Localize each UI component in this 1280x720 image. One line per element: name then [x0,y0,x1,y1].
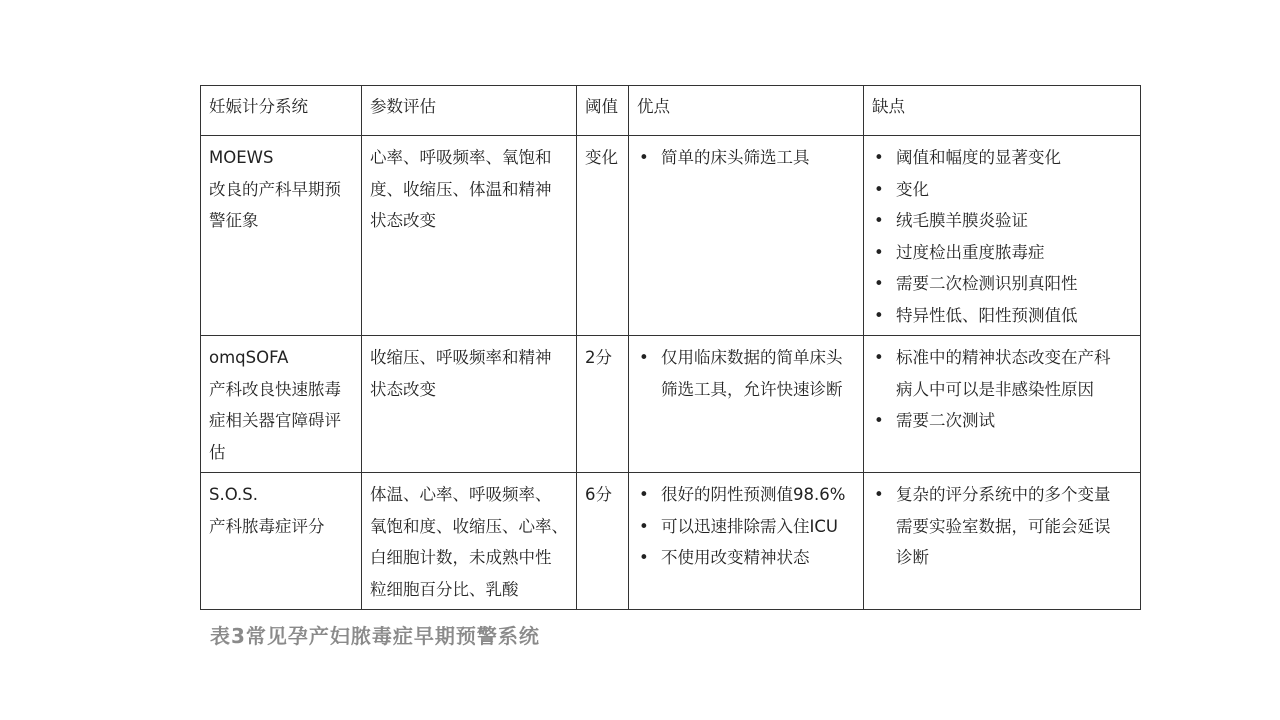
cell-line: 心率、呼吸频率、氧饱和 [370,148,552,167]
list-item [637,342,856,405]
item-line: 简单的床头筛选工具 [661,148,810,167]
pros-cell [629,336,864,473]
bullet-icon: • [639,148,649,167]
table-header-row [201,86,1141,136]
list-item [872,268,1133,300]
pros-cell [629,473,864,610]
bullet-icon: • [874,211,884,230]
list-item [872,405,1133,437]
cell-line: 收缩压、呼吸频率和精神 [370,348,552,367]
list-item [637,142,856,174]
list-item [637,542,856,574]
params-cell [362,136,577,336]
cell-line: 症相关器官障碍评 [209,411,341,430]
bullet-icon: • [874,411,884,430]
header-cons: 缺点 [864,86,1141,136]
item-line: 很好的阴性预测值98.6% [661,485,846,504]
cell-line: S.O.S. [209,485,259,504]
cons-cell [864,473,1141,610]
list-item [872,174,1133,206]
item-line: 可以迅速排除需入住ICU [661,516,838,536]
cell-line: 估 [209,442,226,462]
item-line: 过度检出重度脓毒症 [896,242,1045,262]
threshold-cell: 变化 [577,136,629,336]
header-system: 妊娠计分系统 [201,86,362,136]
item-line: 病人中可以是非感染性原因 [896,379,1094,399]
bullet-list [872,342,1133,437]
table-row [201,336,1141,473]
header-threshold: 阈值 [577,86,629,136]
bullet-list [872,142,1133,331]
cell-line: 白细胞计数，未成熟中性 [370,548,552,567]
bullet-icon: • [639,348,649,367]
item-line: 需要二次检测识别真阳性 [896,274,1078,293]
threshold-cell: 6分 [577,473,629,610]
cell-line: 度、收缩压、体温和精神 [370,179,552,199]
bullet-icon: • [874,305,884,325]
item-line: 诊断 [896,548,929,567]
pros-cell [629,136,864,336]
cell-line: 产科改良快速脓毒 [209,379,341,399]
list-item [872,205,1133,237]
item-line: 变化 [896,179,929,199]
item-line: 标准中的精神状态改变在产科 [896,348,1111,367]
item-line: 不使用改变精神状态 [661,548,810,567]
bullet-icon: • [874,274,884,293]
system-cell [201,336,362,473]
cons-cell [864,136,1141,336]
header-pros: 优点 [629,86,864,136]
item-line: 复杂的评分系统中的多个变量 [896,485,1111,504]
cell-line: 体温、心率、呼吸频率、 [370,485,552,504]
bullet-icon: • [639,485,649,504]
system-cell [201,136,362,336]
params-cell [362,336,577,473]
cell-line: 状态改变 [370,379,436,399]
item-line: 仅用临床数据的简单床头 [661,348,843,367]
bullet-icon: • [874,242,884,262]
list-item [872,142,1133,174]
list-item [872,479,1133,574]
table-row [201,473,1141,610]
item-line: 需要二次测试 [896,411,995,430]
cell-line: 粒细胞百分比、乳酸 [370,579,519,599]
list-item [872,237,1133,269]
cell-line: 状态改变 [370,211,436,230]
table-caption: 表3常见孕产妇脓毒症早期预警系统 [210,624,540,648]
cell-line: 警征象 [209,211,259,230]
bullet-icon: • [639,516,649,536]
params-cell [362,473,577,610]
header-params: 参数评估 [362,86,577,136]
item-line: 需要实验室数据，可能会延误 [896,516,1111,536]
bullet-list [637,342,856,405]
bullet-icon: • [874,148,884,167]
table-row [201,136,1141,336]
bullet-icon: • [874,179,884,199]
bullet-icon: • [874,485,884,504]
cell-line: 氧饱和度、收缩压、心率、 [370,516,568,536]
bullet-icon: • [874,348,884,367]
item-line: 阈值和幅度的显著变化 [896,148,1061,167]
item-line: 绒毛膜羊膜炎验证 [896,211,1028,230]
threshold-cell: 2分 [577,336,629,473]
list-item [637,511,856,543]
cell-line: omqSOFA [209,348,289,367]
bullet-list [637,142,856,174]
cell-line: 产科脓毒症评分 [209,516,325,536]
list-item [637,479,856,511]
list-item [872,342,1133,405]
system-cell [201,473,362,610]
cell-line: 改良的产科早期预 [209,179,341,199]
bullet-list [872,479,1133,574]
cons-cell [864,336,1141,473]
item-line: 筛选工具，允许快速诊断 [661,379,843,399]
list-item [872,300,1133,332]
bullet-list [637,479,856,574]
cell-line: MOEWS [209,148,274,167]
bullet-icon: • [639,548,649,567]
item-line: 特异性低、阳性预测值低 [896,305,1078,325]
sepsis-warning-table [200,85,1141,610]
